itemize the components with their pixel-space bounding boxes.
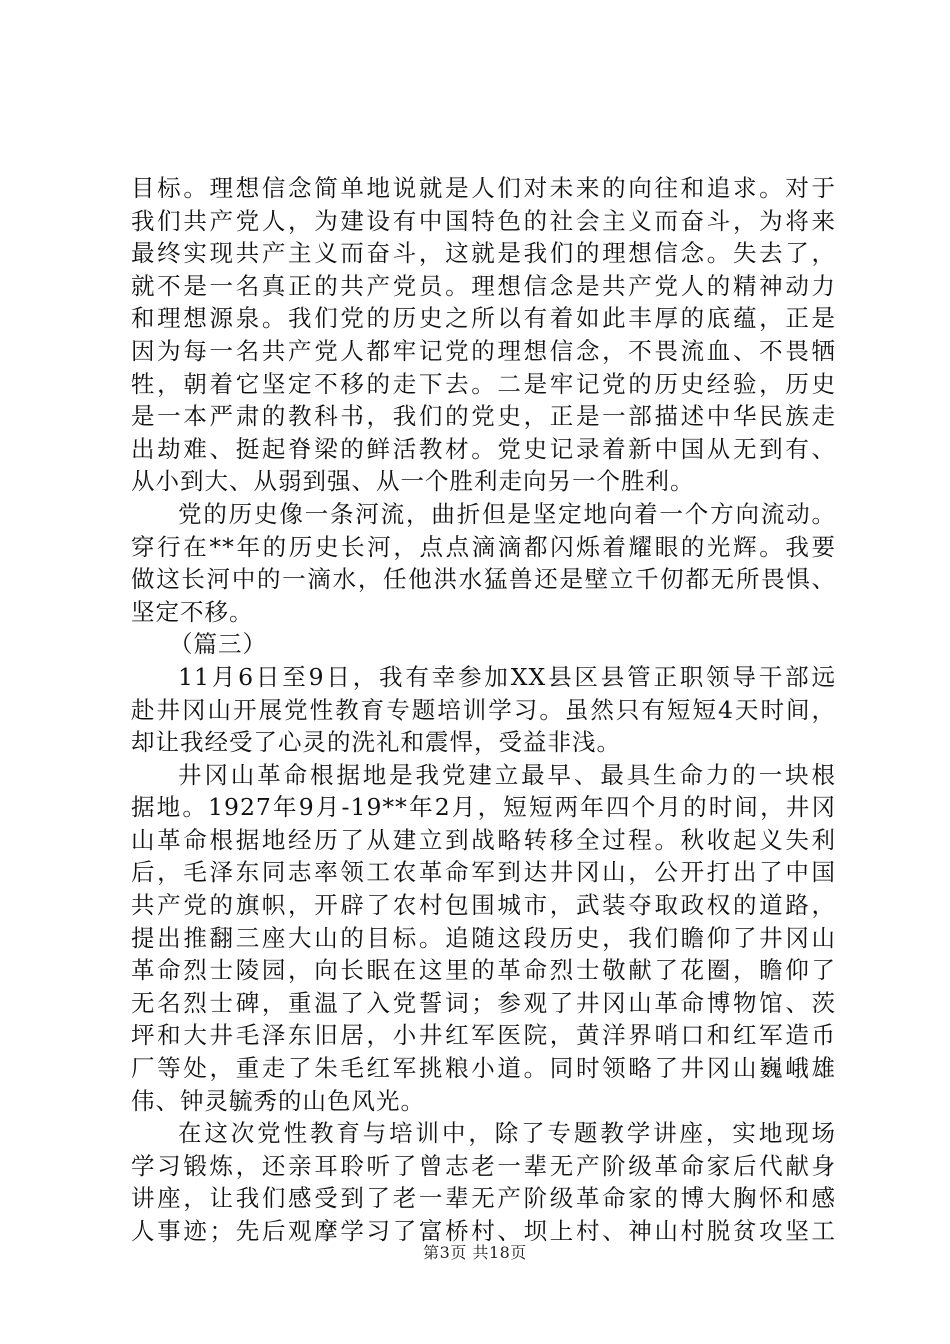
text-line: 却让我经受了心灵的洗礼和震悍，受益非浅。 [131,728,621,757]
text-line: 共产党的旗帜，开辟了农村包围城市，武装夺取政权的道路， [131,891,836,920]
text-line: 学习锻炼，还亲耳聆听了曾志老一辈无产阶级革命家后代献身 [131,1151,836,1180]
text-line: 我们共产党人，为建设有中国特色的社会主义而奋斗，为将来 [131,206,836,235]
text-line: 赴井冈山开展党性教育专题培训学习。虽然只有短短4天时间， [131,695,836,724]
text-line: 无名烈士碑，重温了入党誓词；参观了井冈山革命博物馆、茨 [131,988,836,1017]
text-line: 据地。1927年9月-19**年2月，短短两年四个月的时间，井冈 [131,793,836,822]
text-line: 后，毛泽东同志率领工农革命军到达井冈山，公开打出了中国 [131,858,836,887]
text-line: 伟、钟灵毓秀的山色风光。 [131,1086,425,1115]
text-line: 厂等处，重走了朱毛红军挑粮小道。同时领略了井冈山巍峨雄 [131,1054,836,1083]
text-line: 做这长河中的一滴水，任他洪水猛兽还是壁立千仞都无所畏惧、 [131,565,836,594]
text-line: 和理想源泉。我们党的历史之所以有着如此丰厚的底蕴，正是 [131,304,836,333]
section-heading: （篇三） [169,630,267,659]
text-line: 山革命根据地经历了从建立到战略转移全过程。秋收起义失利 [131,825,836,854]
text-line: 出劫难、挺起脊梁的鲜活教材。党史记录着新中国从无到有、 [131,434,836,463]
text-line: 因为每一名共产党人都牢记党的理想信念，不畏流血、不畏牺 [131,336,836,365]
text-line: 是一本严肃的教科书，我们的党史，正是一部描述中华民族走 [131,402,836,431]
page-footer [0,1240,950,1263]
text-line: 牲，朝着它坚定不移的走下去。二是牢记党的历史经验，历史 [131,369,836,398]
text-line: 党的历史像一条河流，曲折但是坚定地向着一个方向流动。 [178,499,836,528]
text-line: 从小到大、从弱到强、从一个胜利走向另一个胜利。 [131,467,695,496]
text-line: 穿行在**年的历史长河，点点滴滴都闪烁着耀眼的光辉。我要 [131,532,836,561]
text-line: 坚定不移。 [131,597,254,626]
document-body [131,172,836,1248]
text-line: 人事迹；先后观摩学习了富桥村、坝上村、神山村脱贫攻坚工 [131,1217,836,1245]
text-line: 井冈山革命根据地是我党建立最早、最具生命力的一块根 [178,760,836,789]
text-line: 目标。理想信念简单地说就是人们对未来的向往和追求。对于 [131,174,836,202]
text-line: 就不是一名真正的共产党员。理想信念是共产党人的精神动力 [131,271,836,300]
text-line: 最终实现共产主义而奋斗，这就是我们的理想信念。失去了， [131,239,836,268]
text-line: 11月6日至9日，我有幸参加XX县区县管正职领导干部远 [178,662,836,691]
text-line: 革命烈士陵园，向长眠在这里的革命烈士敬献了花圈，瞻仰了 [131,956,836,985]
text-line: 坪和大井毛泽东旧居，小井红军医院，黄洋界哨口和红军造币 [131,1021,836,1050]
text-line: 在这次党性教育与培训中，除了专题教学讲座，实地现场 [178,1119,836,1148]
page-number-label: 第3页 共18页 [423,1243,527,1262]
text-line: 讲座，让我们感受到了老一辈无产阶级革命家的博大胸怀和感 [131,1184,836,1213]
text-line: 提出推翻三座大山的目标。追随这段历史，我们瞻仰了井冈山 [131,923,836,952]
